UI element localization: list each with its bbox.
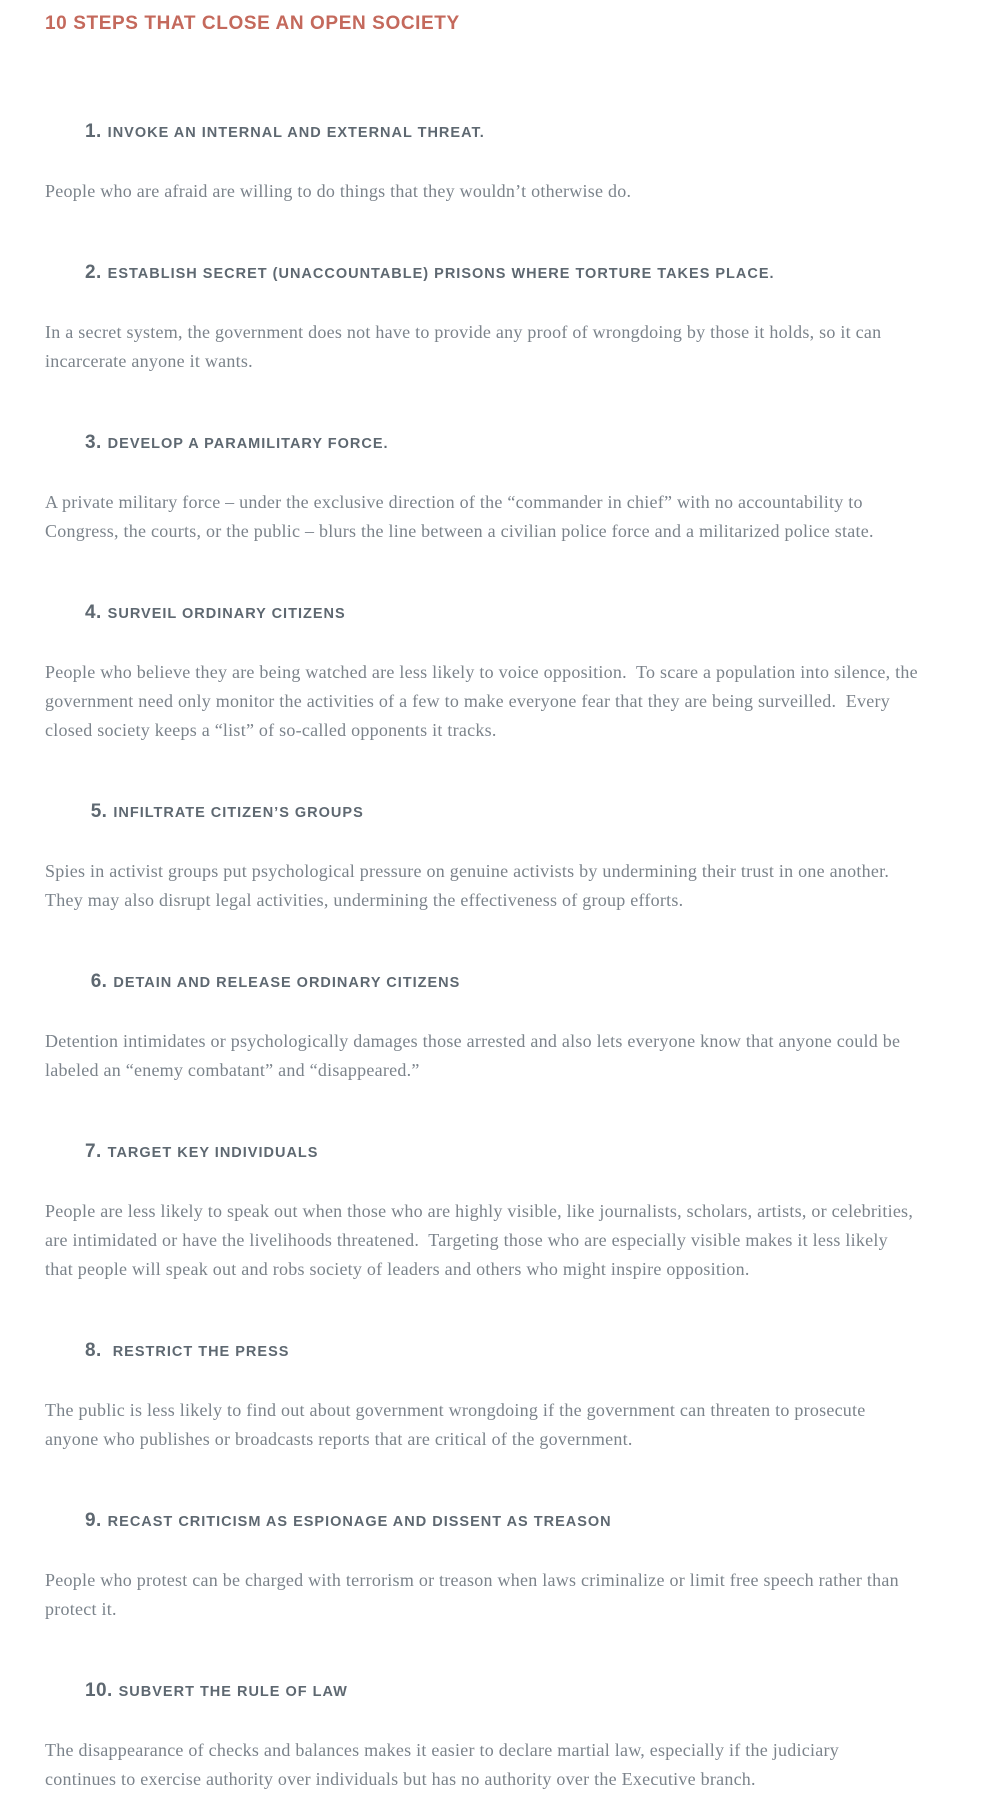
step-title: RESTRICT THE PRESS: [107, 1344, 290, 1360]
paragraph-line: continues to exercise authority over individuals but has no authority over the Executive branch.: [45, 1769, 756, 1789]
step-title: TARGET KEY INDIVIDUALS: [107, 1145, 319, 1161]
step-number: 7.: [85, 1141, 102, 1162]
step-body: [45, 318, 992, 376]
step-title: ESTABLISH SECRET (UNACCOUNTABLE) PRISONS WHERE TORTURE TAKES PLACE.: [107, 266, 775, 282]
paragraph-line: protect it.: [45, 1599, 117, 1619]
paragraph-line: In a secret system, the government does not have to provide any proof of wrongdoing by those it holds, so it can: [45, 322, 882, 342]
step-heading: [45, 397, 992, 488]
step-body: [45, 1396, 992, 1454]
paragraph-line: The disappearance of checks and balances makes it easier to declare martial law, especially if the judiciary: [45, 1740, 839, 1760]
step-section: [45, 1305, 992, 1454]
step-section: [45, 1475, 992, 1624]
paragraph-line: closed society keeps a “list” of so-called opponents it tracks.: [45, 720, 497, 740]
step-body: [45, 488, 992, 546]
step-body: [45, 1736, 992, 1794]
step-number: 6.: [85, 971, 108, 992]
step-title: INVOKE AN INTERNAL AND EXTERNAL THREAT.: [107, 125, 485, 141]
step-body: [45, 1197, 992, 1284]
step-heading: [45, 1106, 992, 1197]
step-title: DEVELOP A PARAMILITARY FORCE.: [107, 436, 389, 452]
step-number: 3.: [85, 432, 102, 453]
paragraph-line: People who protest can be charged with terrorism or treason when laws criminalize or limit free speech rather than: [45, 1570, 899, 1590]
step-heading: [45, 766, 992, 857]
step-number: 4.: [85, 602, 102, 623]
paragraph-line: incarcerate anyone it wants.: [45, 351, 253, 371]
step-title: INFILTRATE CITIZEN’S GROUPS: [113, 805, 364, 821]
step-title: SURVEIL ORDINARY CITIZENS: [107, 606, 346, 622]
paragraph-line: anyone who publishes or broadcasts reports that are critical of the government.: [45, 1429, 633, 1449]
step-heading: [45, 227, 992, 318]
paragraph-line: Spies in activist groups put psychological pressure on genuine activists by undermining their trust in one another.: [45, 861, 890, 881]
step-title: DETAIN AND RELEASE ORDINARY CITIZENS: [113, 975, 461, 991]
step-number: 1.: [85, 121, 102, 142]
step-section: [45, 1645, 992, 1794]
paragraph-line: A private military force – under the exclusive direction of the “commander in chief” with no accountability to: [45, 492, 863, 512]
step-heading: [45, 1475, 992, 1566]
step-section: [45, 936, 992, 1085]
step-number: 10.: [85, 1680, 113, 1701]
step-section: [45, 397, 992, 546]
step-heading: [45, 567, 992, 658]
step-heading: [45, 86, 992, 177]
step-number: 8.: [85, 1340, 102, 1361]
step-heading: [45, 936, 992, 1027]
step-body: [45, 177, 992, 206]
step-body: [45, 658, 992, 745]
paragraph-line: People are less likely to speak out when those who are highly visible, like journalists, scholars, artists, or celebrities,: [45, 1201, 914, 1221]
step-body: [45, 1566, 992, 1624]
paragraph-line: They may also disrupt legal activities, undermining the effectiveness of group efforts.: [45, 890, 684, 910]
step-section: [45, 86, 992, 206]
steps-list: [45, 86, 992, 1794]
step-number: 9.: [85, 1510, 102, 1531]
step-section: [45, 567, 992, 745]
paragraph-line: are intimidated or have the livelihoods threatened. Targeting those who are especially visible makes it less likely: [45, 1230, 888, 1250]
step-heading: [45, 1645, 992, 1736]
paragraph-line: Congress, the courts, or the public – blurs the line between a civilian police force and a militarized police state.: [45, 521, 874, 541]
step-heading: [45, 1305, 992, 1396]
paragraph-line: labeled an “enemy combatant” and “disappeared.”: [45, 1060, 420, 1080]
step-section: [45, 766, 992, 915]
step-section: [45, 227, 992, 376]
step-number: 2.: [85, 262, 102, 283]
step-body: [45, 1027, 992, 1085]
paragraph-line: that people will speak out and robs society of leaders and others who might inspire opposition.: [45, 1259, 750, 1279]
paragraph-line: People who believe they are being watched are less likely to voice opposition. To scare a population into silence, the: [45, 662, 918, 682]
paragraph-line: government need only monitor the activities of a few to make everyone fear that they are being surveilled. Every: [45, 691, 890, 711]
paragraph-line: Detention intimidates or psychologically damages those arrested and also lets everyone know that anyone could be: [45, 1031, 901, 1051]
paragraph-line: The public is less likely to find out about government wrongdoing if the government can threaten to prosecute: [45, 1400, 866, 1420]
paragraph-line: People who are afraid are willing to do things that they wouldn’t otherwise do.: [45, 181, 632, 201]
step-body: [45, 857, 992, 915]
page-title: 10 STEPS THAT CLOSE AN OPEN SOCIETY: [45, 13, 460, 34]
step-title: RECAST CRITICISM AS ESPIONAGE AND DISSENT AS TREASON: [107, 1514, 612, 1530]
step-number: 5.: [85, 801, 108, 822]
step-title: SUBVERT THE RULE OF LAW: [118, 1684, 348, 1700]
step-section: [45, 1106, 992, 1284]
